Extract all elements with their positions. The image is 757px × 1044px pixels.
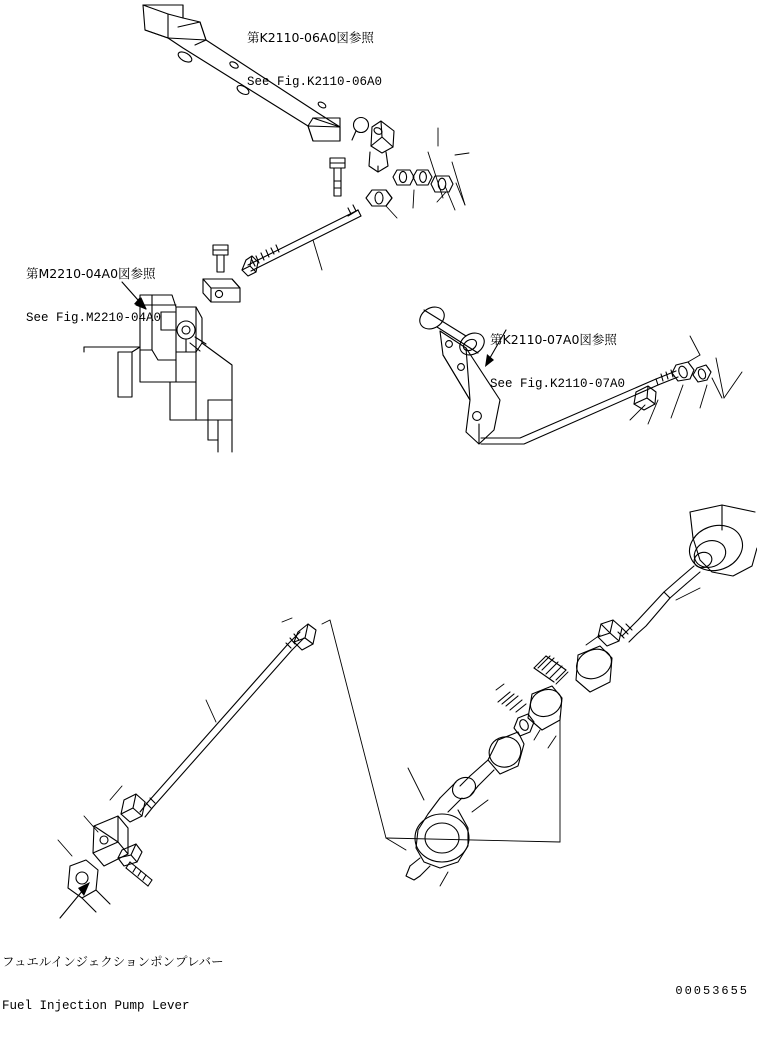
lower-adjusting-rod bbox=[121, 624, 316, 822]
reference-label-k2110-07a0 bbox=[490, 302, 625, 422]
leader-line bbox=[440, 872, 448, 886]
leader-line bbox=[671, 385, 683, 418]
reference-label-k2110-06a0-en: See Fig.K2110-06A0 bbox=[247, 75, 383, 89]
leader-line bbox=[455, 153, 469, 155]
leader-line bbox=[534, 730, 540, 740]
drawing-number: 00053655 bbox=[675, 984, 749, 998]
leader-line bbox=[58, 840, 72, 856]
reference-label-k2110-07a0-jp: 第K2110-07A0図参照 bbox=[490, 332, 617, 347]
spring-lower bbox=[498, 692, 526, 712]
leader-line bbox=[496, 684, 504, 690]
leader-line bbox=[386, 206, 397, 218]
reference-label-k2110-06a0-jp: 第K2110-06A0図参照 bbox=[247, 30, 374, 45]
leader-line bbox=[690, 336, 700, 355]
leader-line bbox=[724, 372, 742, 398]
leader-line bbox=[386, 838, 560, 842]
leader-line bbox=[84, 816, 98, 832]
part-label-fuel-injection-pump-lever bbox=[2, 924, 224, 1044]
leader-line bbox=[700, 385, 707, 408]
leader-line bbox=[413, 190, 414, 208]
leader-line bbox=[313, 240, 322, 270]
leader-line bbox=[548, 736, 556, 748]
leader-line bbox=[648, 400, 658, 424]
upper-push-rod bbox=[618, 578, 686, 642]
pump-lever-block bbox=[93, 816, 128, 866]
reference-label-k2110-07a0-en: See Fig.K2110-07A0 bbox=[490, 377, 626, 391]
leader-line bbox=[716, 358, 724, 398]
leader-line bbox=[586, 635, 600, 645]
reference-label-k2110-06a0 bbox=[247, 0, 382, 120]
upper-boot-sleeve bbox=[572, 644, 616, 692]
hex-bolt-upper bbox=[330, 158, 345, 196]
rod-clamp-block bbox=[203, 279, 240, 302]
reference-label-m2210-04a0-en: See Fig.M2210-04A0 bbox=[26, 311, 162, 325]
lever-arm bbox=[68, 860, 110, 912]
top-rod-end-joint bbox=[369, 121, 394, 172]
spring-upper bbox=[534, 656, 566, 682]
part-label-fuel-injection-pump-lever-en: Fuel Injection Pump Lever bbox=[2, 999, 190, 1013]
leader-line bbox=[206, 700, 216, 722]
upper-boot-assembly bbox=[680, 505, 757, 584]
leader-line bbox=[110, 786, 122, 800]
reference-label-m2210-04a0 bbox=[26, 236, 161, 356]
part-label-fuel-injection-pump-lever-jp: フュエルインジェクションポンプレバー bbox=[2, 954, 224, 969]
leader-line bbox=[282, 618, 292, 622]
hex-bolt-lower bbox=[118, 844, 152, 886]
lower-boot-assembly bbox=[406, 732, 526, 880]
leader-line bbox=[630, 405, 645, 420]
upper-adjusting-rod bbox=[242, 205, 361, 276]
leader-line bbox=[472, 800, 488, 812]
reference-label-m2210-04a0-jp: 第M2210-04A0図参照 bbox=[26, 266, 156, 281]
hex-bolt-left bbox=[213, 245, 228, 272]
leader-line bbox=[452, 162, 465, 205]
leader-line bbox=[386, 838, 406, 850]
leader-line bbox=[408, 768, 424, 800]
leader-line bbox=[688, 355, 700, 362]
leader-line bbox=[322, 620, 386, 838]
